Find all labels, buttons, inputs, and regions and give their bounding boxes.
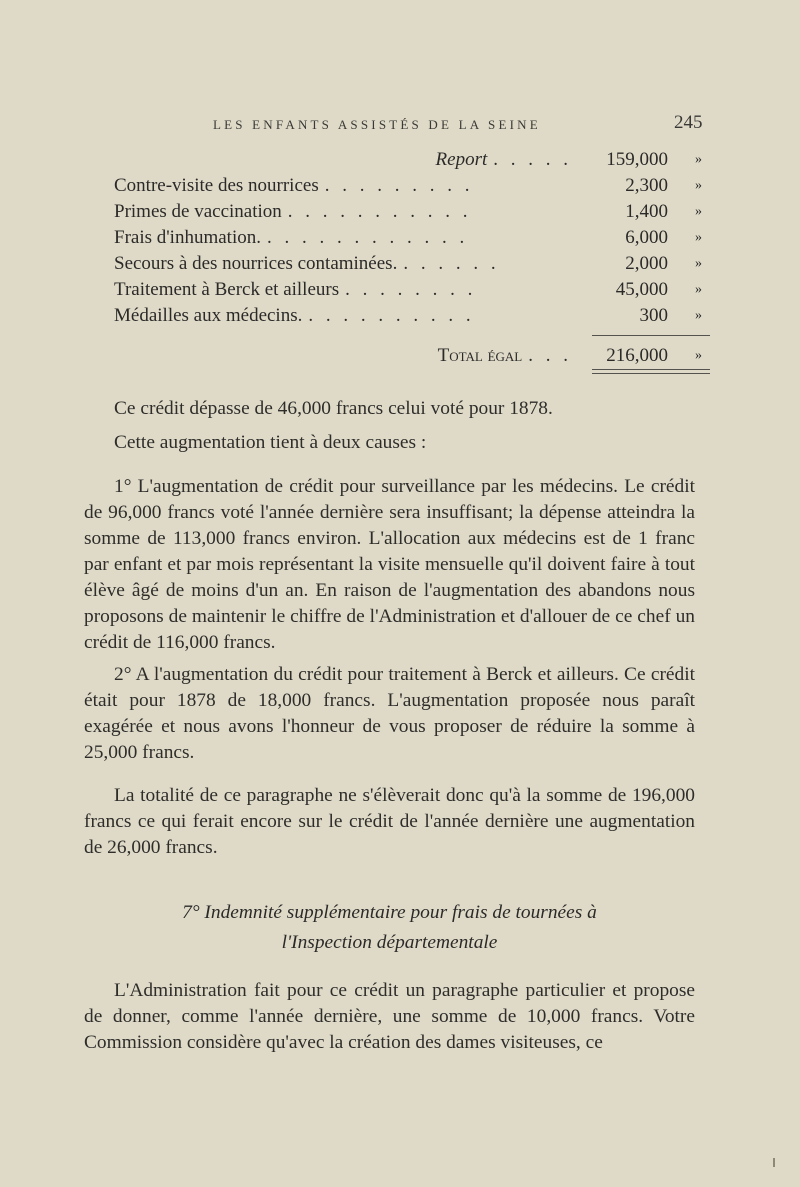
account-row xyxy=(114,277,710,303)
account-row xyxy=(114,173,710,199)
row-amount: 6,000 xyxy=(625,227,668,248)
section-heading-line-2: l'Inspection départementale xyxy=(281,932,498,953)
row-label: Médailles aux médecins. xyxy=(114,305,303,326)
row-leader-dots: . . . . . . . . . . . xyxy=(287,201,472,222)
row-leader-dots: . . . . . . . . xyxy=(345,279,477,300)
row-amount: 300 xyxy=(639,305,668,326)
row-ditto-mark: » xyxy=(695,282,702,297)
total-label: Total égal xyxy=(437,345,523,366)
paper-speck xyxy=(773,1158,775,1167)
row-amount: 1,400 xyxy=(625,201,668,222)
row-leader-dots: . . . . . . xyxy=(403,253,500,274)
running-head: LES ENFANTS ASSISTÉS DE LA SEINE xyxy=(213,117,541,132)
row-label: Secours à des nourrices contaminées. xyxy=(114,253,398,274)
account-row xyxy=(114,225,710,251)
row-leader-dots: . . . . . . . . . xyxy=(324,175,474,196)
row-ditto-mark: » xyxy=(695,256,702,271)
expense-account-table xyxy=(114,147,710,369)
paragraph-credit-exceeds: Ce crédit dépasse de 46,000 francs celui voté pour 1878. xyxy=(114,398,553,419)
row-amount: 45,000 xyxy=(615,279,668,300)
page-number: 245 xyxy=(674,112,703,133)
report-leader-dots: . . . . . xyxy=(493,149,572,170)
account-row xyxy=(114,251,710,277)
section-heading xyxy=(84,898,695,958)
row-amount: 2,300 xyxy=(625,175,668,196)
sum-rule xyxy=(592,335,710,336)
total-ditto-mark: » xyxy=(695,348,702,363)
row-ditto-mark: » xyxy=(695,230,702,245)
account-row-total xyxy=(114,343,710,369)
report-label-group xyxy=(436,147,572,173)
row-label: Primes de vaccination xyxy=(114,201,282,222)
row-ditto-mark: » xyxy=(695,204,702,219)
total-double-rule-top xyxy=(592,369,710,370)
row-ditto-mark: » xyxy=(695,308,702,323)
paragraph-section-seven: L'Administration fait pour ce crédit un paragraphe particulier et propose de donner, comme l'année dernière, une somme de 10,000 francs. Votre Commission considère qu'avec la création des dames visiteuses, ce xyxy=(84,980,695,1053)
row-leader-dots: . . . . . . . . . . . . xyxy=(266,227,469,248)
paragraph-two-causes: Cette augmentation tient à deux causes : xyxy=(114,432,427,453)
total-leader-dots: . . . xyxy=(528,345,572,366)
total-double-rule-bottom xyxy=(592,373,710,374)
paragraph-cause-one: 1° L'augmentation de crédit pour surveillance par les médecins. Le crédit de 96,000 francs voté l'année dernière sera insuffisant; la dépense atteindra la somme de 113,000 francs environ. L'allocation aux médecins est de 1 franc par enfant et par mois représentant la visite mensuelle qu'il doivent faire à tout élève âgé de moins d'un an. En raison de l'augmentation des abandons nous proposons de maintenir le chiffre de l'Administration et d'allouer de ce chef un crédit de 116,000 francs. xyxy=(84,476,695,653)
section-heading-line-1: 7° Indemnité supplémentaire pour frais de tournées à xyxy=(182,902,597,923)
report-ditto-mark: » xyxy=(695,152,702,167)
row-label: Traitement à Berck et ailleurs xyxy=(114,279,340,300)
row-leader-dots: . . . . . . . . . . xyxy=(308,305,475,326)
report-label: Report xyxy=(435,149,488,170)
account-row-report xyxy=(114,147,710,173)
row-label: Contre-visite des nourrices xyxy=(114,175,319,196)
report-amount: 159,000 xyxy=(606,149,668,170)
account-row xyxy=(114,303,710,329)
row-label: Frais d'inhumation. xyxy=(114,227,261,248)
account-row xyxy=(114,199,710,225)
paragraph-totality: La totalité de ce paragraphe ne s'élèverait donc qu'à la somme de 196,000 francs ce qui ferait encore sur le crédit de l'année dernière une augmentation de 26,000 francs. xyxy=(84,785,695,858)
paragraph-cause-two: 2° A l'augmentation du crédit pour traitement à Berck et ailleurs. Ce crédit était pour 1878 de 18,000 francs. L'augmentation proposée nous paraît exagérée et nous avons l'honneur de vous proposer de réduire la somme à 25,000 francs. xyxy=(84,664,695,763)
row-amount: 2,000 xyxy=(625,253,668,274)
total-amount: 216,000 xyxy=(606,345,668,366)
row-ditto-mark: » xyxy=(695,178,702,193)
